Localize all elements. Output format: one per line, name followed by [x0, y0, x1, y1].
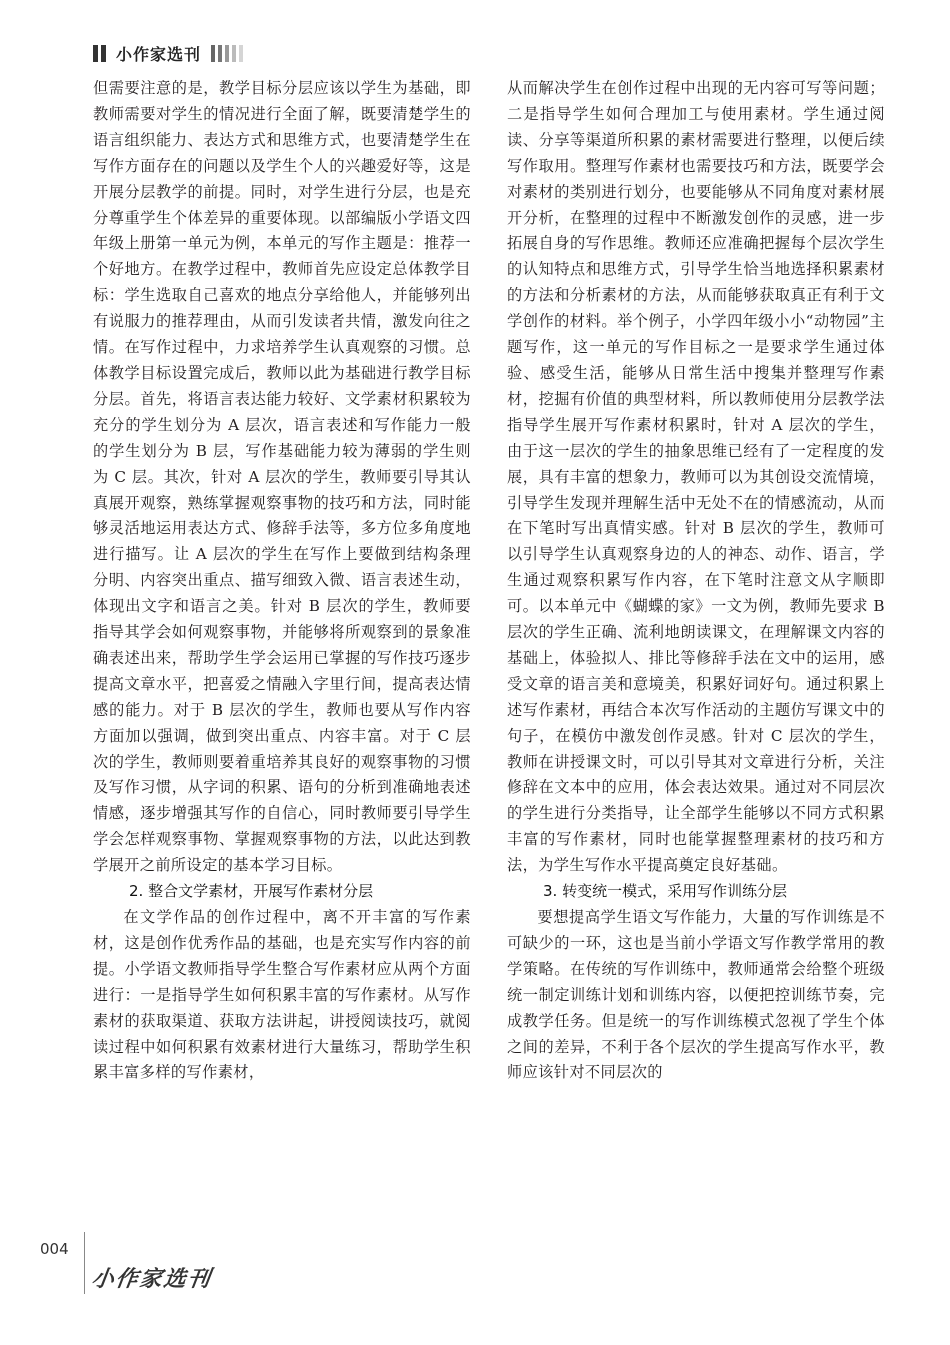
left-paragraph-2: 在文学作品的创作过程中，离不开丰富的写作素材，这是创作优秀作品的基础，也是充实写作内容的前提。小学语文教师指导学生整合写作素材应从两个方面进行：一是指导学生如何积累丰富的写作素材。从写作素材的获取渠道、获取方法讲起，讲授阅读技巧，就阅读过程中如何积累有效素材进行大量练习，帮助学生积累丰富多样的写作素材， — [93, 908, 471, 1082]
footer-divider — [84, 1232, 85, 1294]
section-heading-2: 2. 整合文学素材，开展写作素材分层 — [129, 882, 374, 901]
left-paragraph-1: 但需要注意的是，教学目标分层应该以学生为基础，即教师需要对学生的情况进行全面了解，既要清楚学生的语言组织能力、表达方式和思维方式，也要清楚学生在写作方面存在的问题以及学生个人的兴趣爱好等，这是开展分层教学的前提。同时，对学生进行分层，也是充分尊重学生个体差异的重要体现。以部编版小学语文四年级上册第一单元为例，本单元的写作主题是：推荐一个好地方。在教学过程中，教师首先应设定总体教学目标：学生选取自己喜欢的地点分享给他人，并能够列出有说服力的推荐理由，从而引发读者共情，激发向往之情。在写作过程中，力求培养学生认真观察的习惯。总体教学目标设置完成后，教师以此为基础进行教学目标分层。首先，将语言表达能力较好、文学素材积累较为充分的学生划分为 A 层次，语言表述和写作能力一般的学生划分为 B 层，写作基础能力较为薄弱的学生则为 C 层。其次，针对 A 层次的学生，教师要引导其认真展开观察，熟练掌握观察事物的技巧和方法，同时能够灵活地运用表达方式、修辞手法等，多方位多角度地进行描写。让 A 层次的学生在写作上要做到结构条理分明、内容突出重点、描写细致入微、语言表述生动，体现出文字和语言之美。针对 B 层次的学生，教师要指导其学会如何观察事物，并能够将所观察到的景象准确表述出来，帮助学生学会运用已掌握的写作技巧逐步提高文章水平，把喜爱之情融入字里行间，提高表达情感的能力。对于 B 层次的学生，教师也要从写作内容方面加以强调，做到突出重点、内容丰富。对于 C 层次的学生，教师则要着重培养其良好的观察事物的习惯及写作习惯，从字词的积累、语句的分析到准确地表述情感，逐步增强其写作的自信心，同时教师要引导学生学会怎样观察事物、掌握观察事物的方法，以此达到教学展开之前所设定的基本学习目标。 — [93, 79, 471, 875]
right-paragraph-2: 要想提高学生语文写作能力，大量的写作训练是不可缺少的一环，这也是当前小学语文写作教学常用的教学策略。在传统的写作训练中，教师通常会给整个班级统一制定训练计划和训练内容，以便把控训练节奏，完成教学任务。但是统一的写作训练模式忽视了学生个体之间的差异，不利于各个层次的学生提高写作水平，教师应该针对不同层次的 — [507, 908, 885, 1082]
journal-logo: 小作家选刊 — [89, 1266, 214, 1292]
right-paragraph-1: 从而解决学生在创作过程中出现的无内容可写等问题；二是指导学生如何合理加工与使用素材。学生通过阅读、分享等渠道所积累的素材需要进行整理，以便后续写作取用。整理写作素材也需要技巧和方法，既要学会对素材的类别进行划分，也要能够从不同角度对素材展开分析，在整理的过程中不断激发创作的灵感，进一步拓展自身的写作思维。教师还应准确把握每个层次学生的认知特点和思维方式，引导学生恰当地选择积累素材的方法和分析素材的方法，从而能够获取真正有利于文学创作的材料。举个例子，小学四年级小小“动物园”主题写作，这一单元的写作目标之一是要求学生通过体验、感受生活，能够从日常生活中搜集并整理写作素材，挖掘有价值的典型材料，所以教师使用分层教学法指导学生展开写作素材积累时，针对 A 层次的学生，由于这一层次的学生的抽象思维已经有了一定程度的发展，具有丰富的想象力，教师可以为其创设交流情境，引导学生发现并理解生活中无处不在的情感流动，从而在下笔时写出真情实感。针对 B 层次的学生，教师可以引导学生认真观察身边的人的神态、动作、语言，学生通过观察积累写作内容，在下笔时注意文从字顺即可。以本单元中《蝴蝶的家》一文为例，教师先要求 B 层次的学生正确、流利地朗读课文，在理解课文内容的基础上，体验拟人、排比等修辞手法在文中的运用，感受文章的语言美和意境美，积累好词好句。通过积累上述写作素材，再结合本次写作活动的主题仿写课文中的句子，在模仿中激发创作灵感。针对 C 层次的学生，教师在讲授课文时，可以引导其对文章进行分析，关注修辞在文本中的应用，体会表达效果。通过对不同层次的学生进行分类指导，让全部学生能够以不同方式积累丰富的写作素材，同时也能掌握整理素材的技巧和方法，为学生写作水平提高奠定良好基础。 — [507, 79, 885, 875]
left-column — [93, 76, 471, 1086]
journal-title: 小作家选刊 — [116, 44, 202, 64]
page-number: 004 — [40, 1240, 69, 1258]
right-column — [507, 76, 885, 1086]
section-heading-3: 3. 转变统一模式，采用写作训练分层 — [543, 882, 788, 901]
running-header — [93, 40, 243, 66]
header-right-bars — [211, 45, 243, 62]
header-left-bars — [93, 45, 106, 62]
